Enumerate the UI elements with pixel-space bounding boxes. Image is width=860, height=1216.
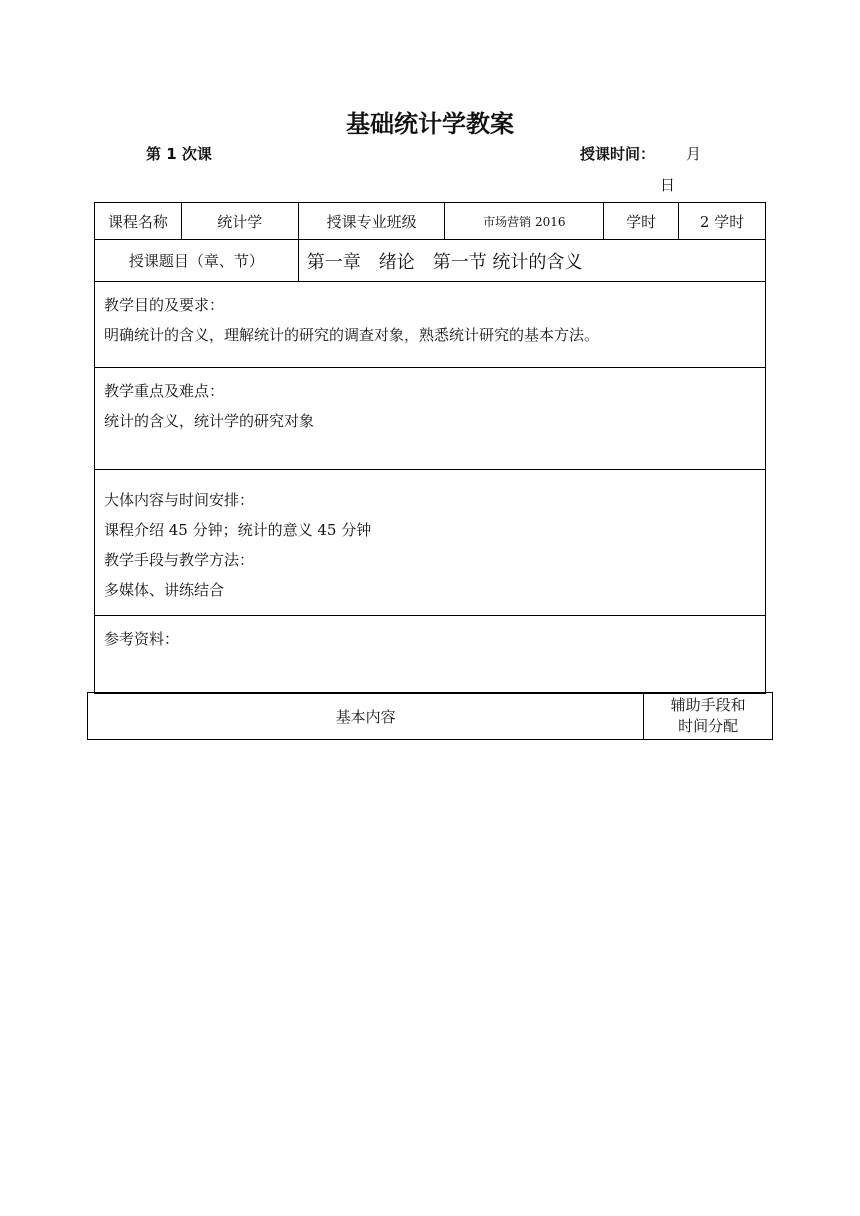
topic-value: 第一章 绪论 第一节 统计的含义 xyxy=(298,240,765,282)
goals-text: 明确统计的含义，理解统计的研究的调查对象，熟悉统计研究的基本方法。 xyxy=(104,326,600,344)
class-time-label: 授课时间： xyxy=(580,145,656,163)
course-name-value: 统计学 xyxy=(181,203,298,240)
topic-label: 授课题目（章、节） xyxy=(95,240,299,282)
focus-text: 统计的含义，统计学的研究对象 xyxy=(104,412,315,430)
references-row xyxy=(95,616,766,694)
course-info-row xyxy=(95,203,766,240)
lesson-plan-table xyxy=(94,202,766,694)
goals-label: 教学目的及要求： xyxy=(104,296,225,314)
aux-header-line1: 辅助手段和 xyxy=(670,696,746,714)
schedule-text: 课程介绍 45 分钟；统计的意义 45 分钟 xyxy=(104,521,372,539)
hours-label: 学时 xyxy=(604,203,679,240)
schedule-row xyxy=(95,470,766,616)
goals-section xyxy=(95,282,766,368)
schedule-section xyxy=(95,470,766,616)
hours-value: 2 学时 xyxy=(679,203,766,240)
month-label: 月 xyxy=(686,145,702,163)
references-section xyxy=(95,616,766,694)
content-header-row xyxy=(88,693,773,740)
focus-row xyxy=(95,368,766,470)
focus-label: 教学重点及难点： xyxy=(104,382,225,400)
aux-time-header xyxy=(644,693,773,740)
methods-label: 教学手段与教学方法： xyxy=(104,551,255,569)
class-value: 市场营销 2016 xyxy=(445,203,604,240)
topic-row xyxy=(95,240,766,282)
lesson-number: 第 1 次课 xyxy=(146,145,212,163)
aux-header-line2: 时间分配 xyxy=(678,717,739,735)
methods-text: 多媒体、讲练结合 xyxy=(104,581,225,599)
schedule-label: 大体内容与时间安排： xyxy=(104,491,255,509)
content-header-table xyxy=(87,692,773,740)
basic-content-header: 基本内容 xyxy=(88,693,644,740)
references-label: 参考资料： xyxy=(104,630,180,648)
focus-section xyxy=(95,368,766,470)
day-label: 日 xyxy=(660,176,676,194)
class-label: 授课专业班级 xyxy=(298,203,445,240)
goals-row xyxy=(95,282,766,368)
document-title: 基础统计学教案 xyxy=(346,110,514,138)
course-name-label: 课程名称 xyxy=(95,203,182,240)
